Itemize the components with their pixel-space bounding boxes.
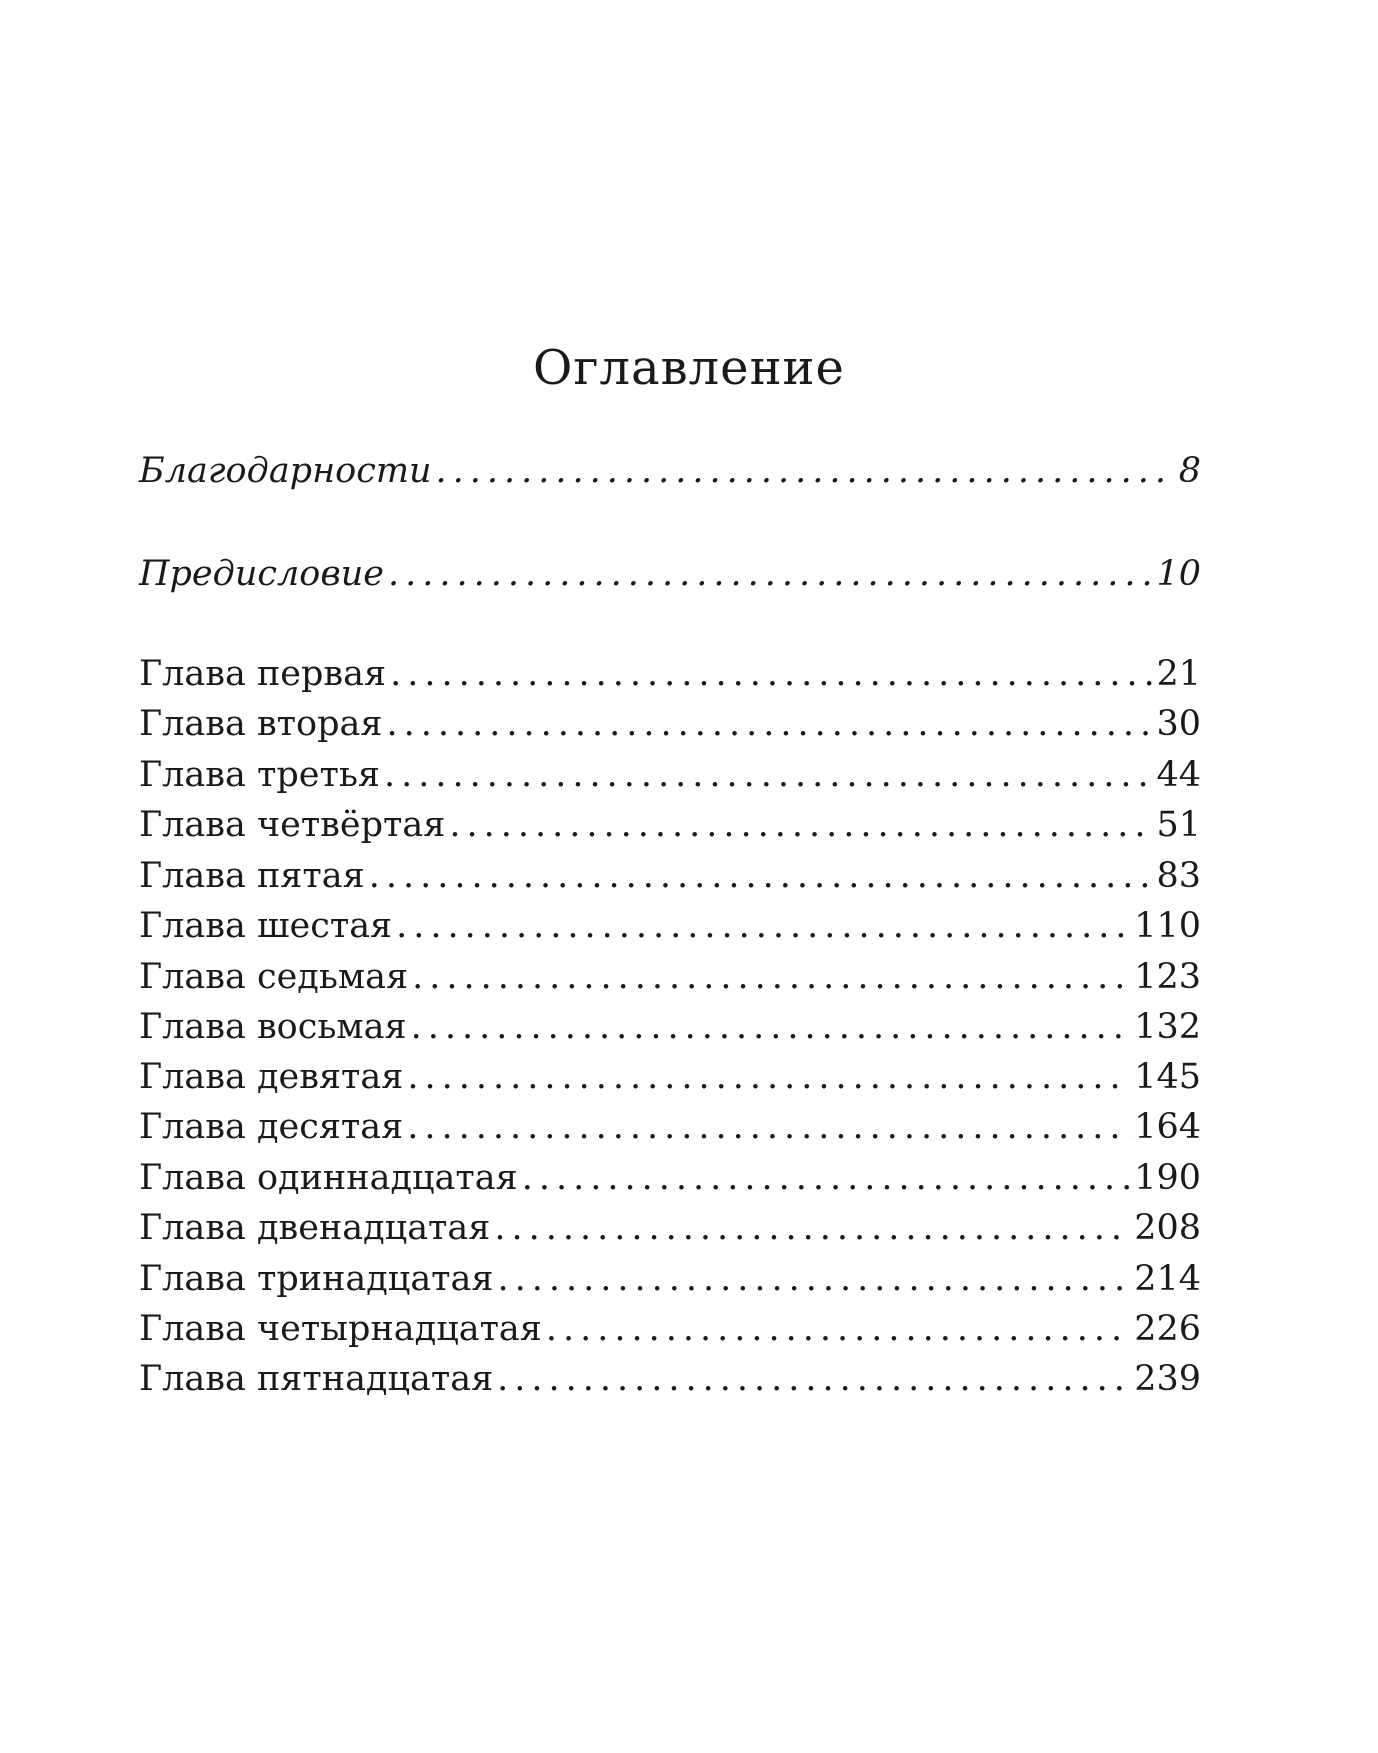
toc-entry-label: Глава девятая [139, 1057, 404, 1097]
dot-leader [384, 750, 1153, 800]
toc-entry-label: Глава первая [139, 654, 387, 694]
toc-entry-page: 214 [1134, 1259, 1201, 1299]
toc-entry-label: Глава тринадцатая [139, 1259, 494, 1299]
toc-entry-chapter-3[interactable] [139, 750, 1201, 800]
toc-entry-label: Глава десятая [139, 1107, 404, 1147]
toc-entry-acknowledgements[interactable] [139, 446, 1201, 496]
toc-entry-chapter-9[interactable] [139, 1052, 1201, 1102]
toc-entry-label: Глава шестая [139, 906, 393, 946]
toc-entry-chapter-13[interactable] [139, 1254, 1201, 1304]
dot-leader [386, 699, 1152, 749]
toc-entry-chapter-11[interactable] [139, 1153, 1201, 1203]
toc-entry-label: Глава четырнадцатая [139, 1309, 542, 1349]
dot-leader [388, 549, 1153, 599]
toc-entry-chapter-10[interactable] [139, 1102, 1201, 1152]
toc-entry-chapter-15[interactable] [139, 1354, 1201, 1404]
toc-entry-page: 51 [1156, 805, 1201, 845]
dot-leader [497, 1354, 1130, 1404]
dot-leader [546, 1304, 1130, 1354]
dot-leader [494, 1203, 1130, 1253]
dot-leader [396, 901, 1130, 951]
toc-entry-page: 44 [1156, 755, 1201, 795]
toc-entry-label: Глава седьмая [139, 957, 409, 997]
toc-entry-page: 21 [1156, 654, 1201, 694]
toc-entry-chapter-1[interactable] [139, 649, 1201, 699]
toc-entry-page: 10 [1156, 554, 1201, 594]
dot-leader [369, 851, 1153, 901]
toc-entry-chapter-6[interactable] [139, 901, 1201, 951]
toc-entry-label: Глава третья [139, 755, 380, 795]
toc-entry-preface[interactable] [139, 549, 1201, 599]
toc-entry-chapter-8[interactable] [139, 1002, 1201, 1052]
toc-entry-page: 123 [1134, 957, 1201, 997]
toc-entry-page: 239 [1134, 1359, 1201, 1399]
toc-entry-page: 226 [1134, 1309, 1201, 1349]
dot-leader [390, 649, 1152, 699]
toc-entry-chapter-14[interactable] [139, 1304, 1201, 1354]
toc-entry-label: Глава пятнадцатая [139, 1359, 494, 1399]
dot-leader [407, 1052, 1130, 1102]
toc-entry-chapter-4[interactable] [139, 800, 1201, 850]
dot-leader [412, 952, 1130, 1002]
toc-entry-label: Глава четвёртая [139, 805, 446, 845]
toc-entry-page: 110 [1134, 906, 1201, 946]
toc-entry-label: Глава двенадцатая [139, 1208, 491, 1248]
dot-leader [436, 446, 1175, 496]
toc-entry-chapter-2[interactable] [139, 699, 1201, 749]
dot-leader [407, 1102, 1130, 1152]
toc-entry-label: Предисловие [139, 554, 384, 594]
dot-leader [498, 1254, 1131, 1304]
toc-entry-page: 30 [1156, 704, 1201, 744]
toc-entry-chapter-12[interactable] [139, 1203, 1201, 1253]
toc-entry-chapter-5[interactable] [139, 851, 1201, 901]
toc-entry-chapter-7[interactable] [139, 952, 1201, 1002]
dot-leader [522, 1153, 1131, 1203]
toc-entry-label: Глава восьмая [139, 1007, 407, 1047]
toc-entry-page: 208 [1134, 1208, 1201, 1248]
toc-entry-label: Благодарности [139, 451, 432, 491]
toc-entry-page: 83 [1156, 856, 1201, 896]
dot-leader [411, 1002, 1131, 1052]
toc-entry-label: Глава вторая [139, 704, 383, 744]
toc-entry-label: Глава пятая [139, 856, 365, 896]
toc-entry-page: 132 [1134, 1007, 1201, 1047]
toc-entry-page: 8 [1178, 451, 1201, 491]
dot-leader [449, 800, 1152, 850]
page-title: Оглавление [533, 340, 845, 396]
toc-entry-page: 145 [1134, 1057, 1201, 1097]
toc-entry-page: 190 [1134, 1158, 1201, 1198]
toc-entry-label: Глава одиннадцатая [139, 1158, 518, 1198]
toc-entry-page: 164 [1134, 1107, 1201, 1147]
